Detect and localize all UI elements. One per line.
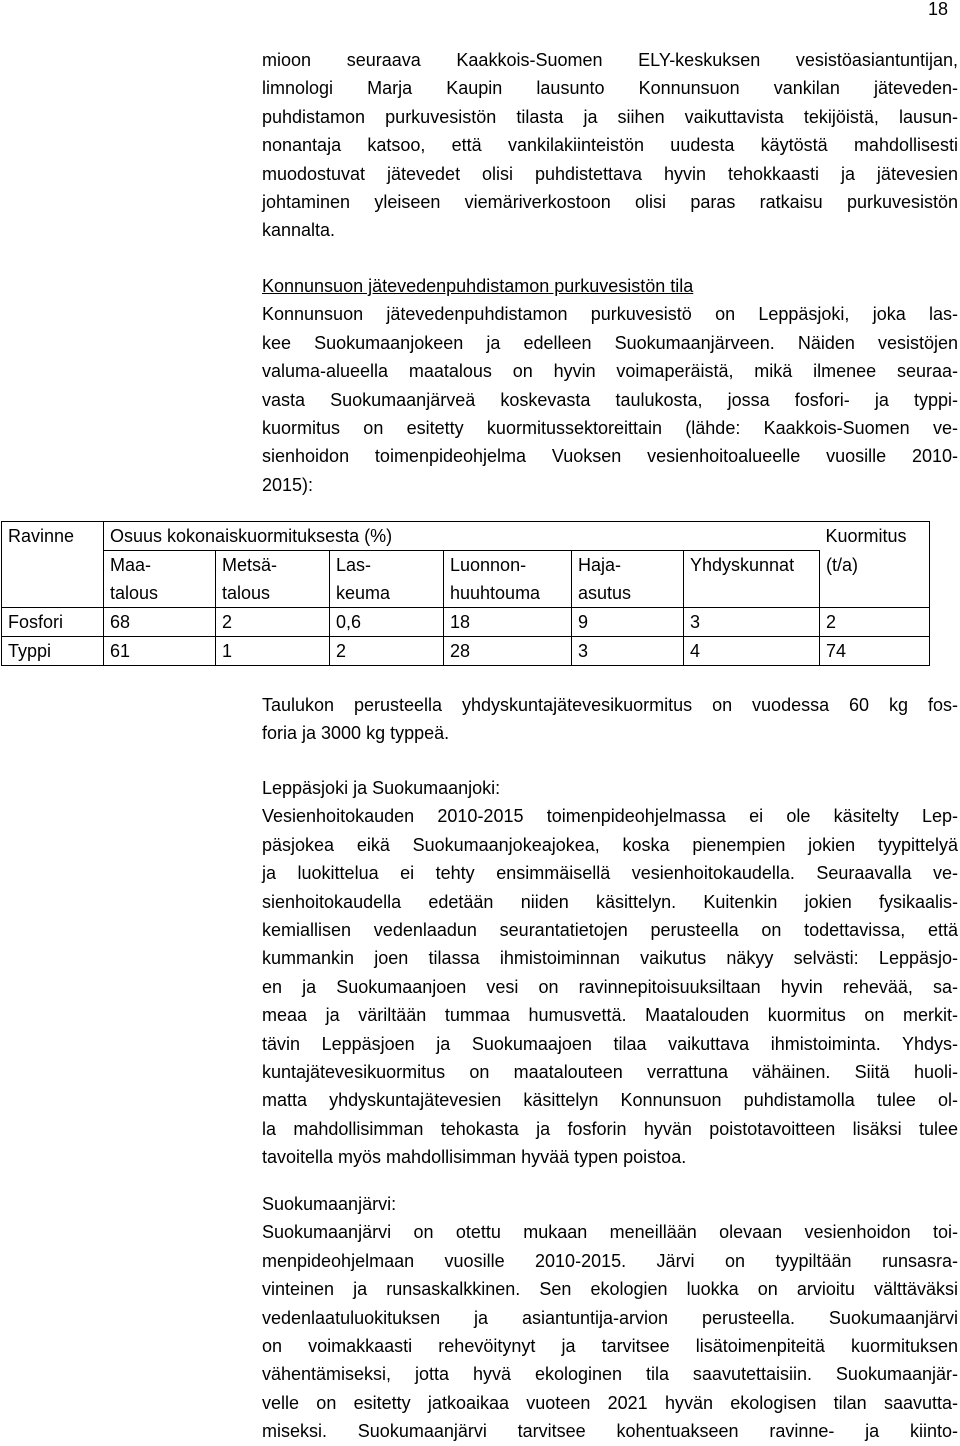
text-line: puhdistamon purkuvesistön tilasta ja siihen vaikuttavista tekijöistä, lausun-: [262, 106, 958, 127]
table-row: [2, 637, 930, 666]
text-line: päsjokea eikä Suokumaanjokeajokea, koska pienempien jokien tyypittelyä: [262, 834, 958, 855]
section-heading: Suokumaanjärvi:: [262, 1194, 397, 1214]
intro-paragraph: [262, 46, 958, 245]
text-line: Suokumaanjärvi on otettu mukaan meneillään olevaan vesienhoidon toi-: [262, 1222, 958, 1243]
table-cell: 0,6: [330, 608, 444, 637]
text-line: matta yhdyskuntajätevesien käsittelyn Konnunsuon puhdistamolla tulee ol-: [262, 1090, 958, 1111]
table-header-row: [2, 522, 930, 551]
text-line: kannalta.: [262, 220, 336, 241]
table-cell: Fosfori: [2, 608, 104, 637]
subheader-maatalous: Maa- talous: [104, 551, 216, 608]
table-cell: 4: [684, 637, 820, 666]
text-line: tävin Leppäsjoen ja Suokumaajoen tilaa vaikuttava ihmistoiminta. Yhdys-: [262, 1033, 958, 1054]
table-cell: 18: [444, 608, 572, 637]
kuormitus-table: [1, 521, 930, 666]
table-cell: 74: [820, 637, 930, 666]
text-line: valuma-alueella maatalous on hyvin voimaperäistä, mikä ilmenee seuraa-: [262, 361, 958, 382]
text-line: nonantaja katsoo, että vankilakiinteistön uudesta käytöstä mahdollisesti: [262, 135, 958, 156]
subheader-luonnonhuuhtouma: Luonnon- huuhtouma: [444, 551, 572, 608]
text-line: sienhoidon toimenpideohjelma Vuoksen vesienhoitoalueelle vuosille 2010-: [262, 446, 958, 467]
text-line: vedenlaatuluokituksen ja asiantuntija-arvion perusteella. Suokumaanjärvi: [262, 1307, 958, 1328]
table-cell: 3: [684, 608, 820, 637]
table-cell: 2: [216, 608, 330, 637]
table-row: [2, 608, 930, 637]
text-line: Konnunsuon jätevedenpuhdistamon purkuvesistö on Leppäsjoki, joka las-: [262, 304, 958, 325]
text-line: johtaminen yleiseen viemäriverkostoon olisi paras ratkaisu purkuvesistön: [262, 191, 958, 212]
group-header: Osuus kokonaiskuormituksesta (%): [104, 522, 820, 551]
table-cell: 68: [104, 608, 216, 637]
subheader-laskeuma: Las- keuma: [330, 551, 444, 608]
table-subheader-row: [2, 551, 930, 608]
section-leppasjoki: [262, 774, 958, 1171]
table-cell: 2: [330, 637, 444, 666]
text-line: mioon seuraava Kaakkois-Suomen ELY-keskuksen vesistöasiantuntijan,: [262, 50, 958, 70]
text-line: vasta Suokumaanjärveä koskevasta taulukosta, jossa fosfori- ja typpi-: [262, 389, 958, 410]
table-cell: Typpi: [2, 637, 104, 666]
text-line: 2015):: [262, 474, 314, 495]
text-line: foria ja 3000 kg typpeä.: [262, 723, 450, 744]
text-line: en ja Suokumaanjoen vesi on ravinnepitoisuuksiltaan hyvin rehevää, sa-: [262, 976, 958, 997]
text-line: sienhoitokaudella edetään niiden käsittelyn. Kuitenkin jokien fysikaalis-: [262, 891, 958, 912]
kuormitus-header-line1: Kuormitus: [820, 522, 930, 551]
text-line: kee Suokumaanjokeen ja edelleen Suokumaanjärveen. Näiden vesistöjen: [262, 332, 958, 353]
ravinne-header: Ravinne: [2, 522, 104, 551]
table-cell: 2: [820, 608, 930, 637]
text-line: miseksi. Suokumaanjärvi tarvitsee kohentuakseen ravinne- ja kiinto-: [262, 1421, 958, 1442]
text-line: muodostuvat jätevedet olisi puhdistettava hyvin tehokkaasti ja jätevesien: [262, 163, 958, 184]
section-purkuvesisto: [262, 272, 958, 499]
text-line: kemiallisen vedenlaadun seurantatietojen perusteella on todettavissa, että: [262, 919, 958, 940]
subheader-yhdyskunnat: Yhdyskunnat: [684, 551, 820, 608]
text-line: ja luokittelua ei tehty ensimmäisellä vesienhoitokaudella. Seuraavalla ve-: [262, 863, 958, 884]
ravinne-header-cont: [2, 551, 104, 608]
subheader-haja-asutus: Haja- asutus: [572, 551, 684, 608]
section-heading: Konnunsuon jätevedenpuhdistamon purkuvesistön tila: [262, 276, 694, 296]
section-heading: Leppäsjoki ja Suokumaanjoki:: [262, 778, 501, 798]
page-number: 18: [927, 0, 948, 19]
text-line: kuormitus on esitetty kuormitussektoreittain (lähde: Kaakkois-Suomen ve-: [262, 417, 958, 438]
text-line: velle on esitetty jatkoaikaa vuoteen 2021 hyvän ekologisen tilan saavutta-: [262, 1392, 958, 1413]
text-line: Taulukon perusteella yhdyskuntajätevesikuormitus on vuodessa 60 kg fos-: [262, 695, 958, 715]
subheader-metsatalous: Metsä- talous: [216, 551, 330, 608]
text-line: la mahdollisimman tehokasta ja fosforin hyvän poistotavoitteen lisäksi tulee: [262, 1118, 958, 1139]
text-line: kuntajätevesikuormitus on maatalouteen verrattuna vähäinen. Siitä huoli-: [262, 1061, 958, 1082]
section-suokumaanjarvi: [262, 1190, 958, 1446]
text-line: meaa ja väriltään tummaa humusvettä. Maatalouden kuormitus on merkit-: [262, 1005, 958, 1026]
text-line: menpideohjelmaan vuosille 2010-2015. Järvi on tyypiltään runsasra-: [262, 1250, 958, 1271]
kuormitus-header-line2: (t/a): [820, 551, 930, 608]
table-cell: 28: [444, 637, 572, 666]
table-cell: 1: [216, 637, 330, 666]
text-line: Vesienhoitokauden 2010-2015 toimenpideohjelmassa ei ole käsitelty Lep-: [262, 806, 958, 827]
table-cell: 61: [104, 637, 216, 666]
text-line: vähentämiseksi, jotta hyvä ekologinen tila saavutettaisiin. Suokumaanjär-: [262, 1364, 958, 1385]
text-line: limnologi Marja Kaupin lausunto Konnunsuon vankilan jäteveden-: [262, 78, 958, 99]
text-line: on voimakkaasti rehevöitynyt ja tarvitsee lisätoimenpiteitä kuormituksen: [262, 1335, 958, 1356]
table-cell: 9: [572, 608, 684, 637]
text-line: kummankin joen tilassa ihmistoiminnan vaikutus näkyy selvästi: Leppäsjo-: [262, 948, 958, 969]
table-cell: 3: [572, 637, 684, 666]
text-line: tavoitella myös mahdollisimman hyvää typen poistoa.: [262, 1147, 687, 1168]
table-summary-paragraph: [262, 691, 958, 748]
text-line: vinteinen ja runsaskalkkinen. Sen ekologien luokka on arvioitu välttäväksi: [262, 1279, 958, 1300]
